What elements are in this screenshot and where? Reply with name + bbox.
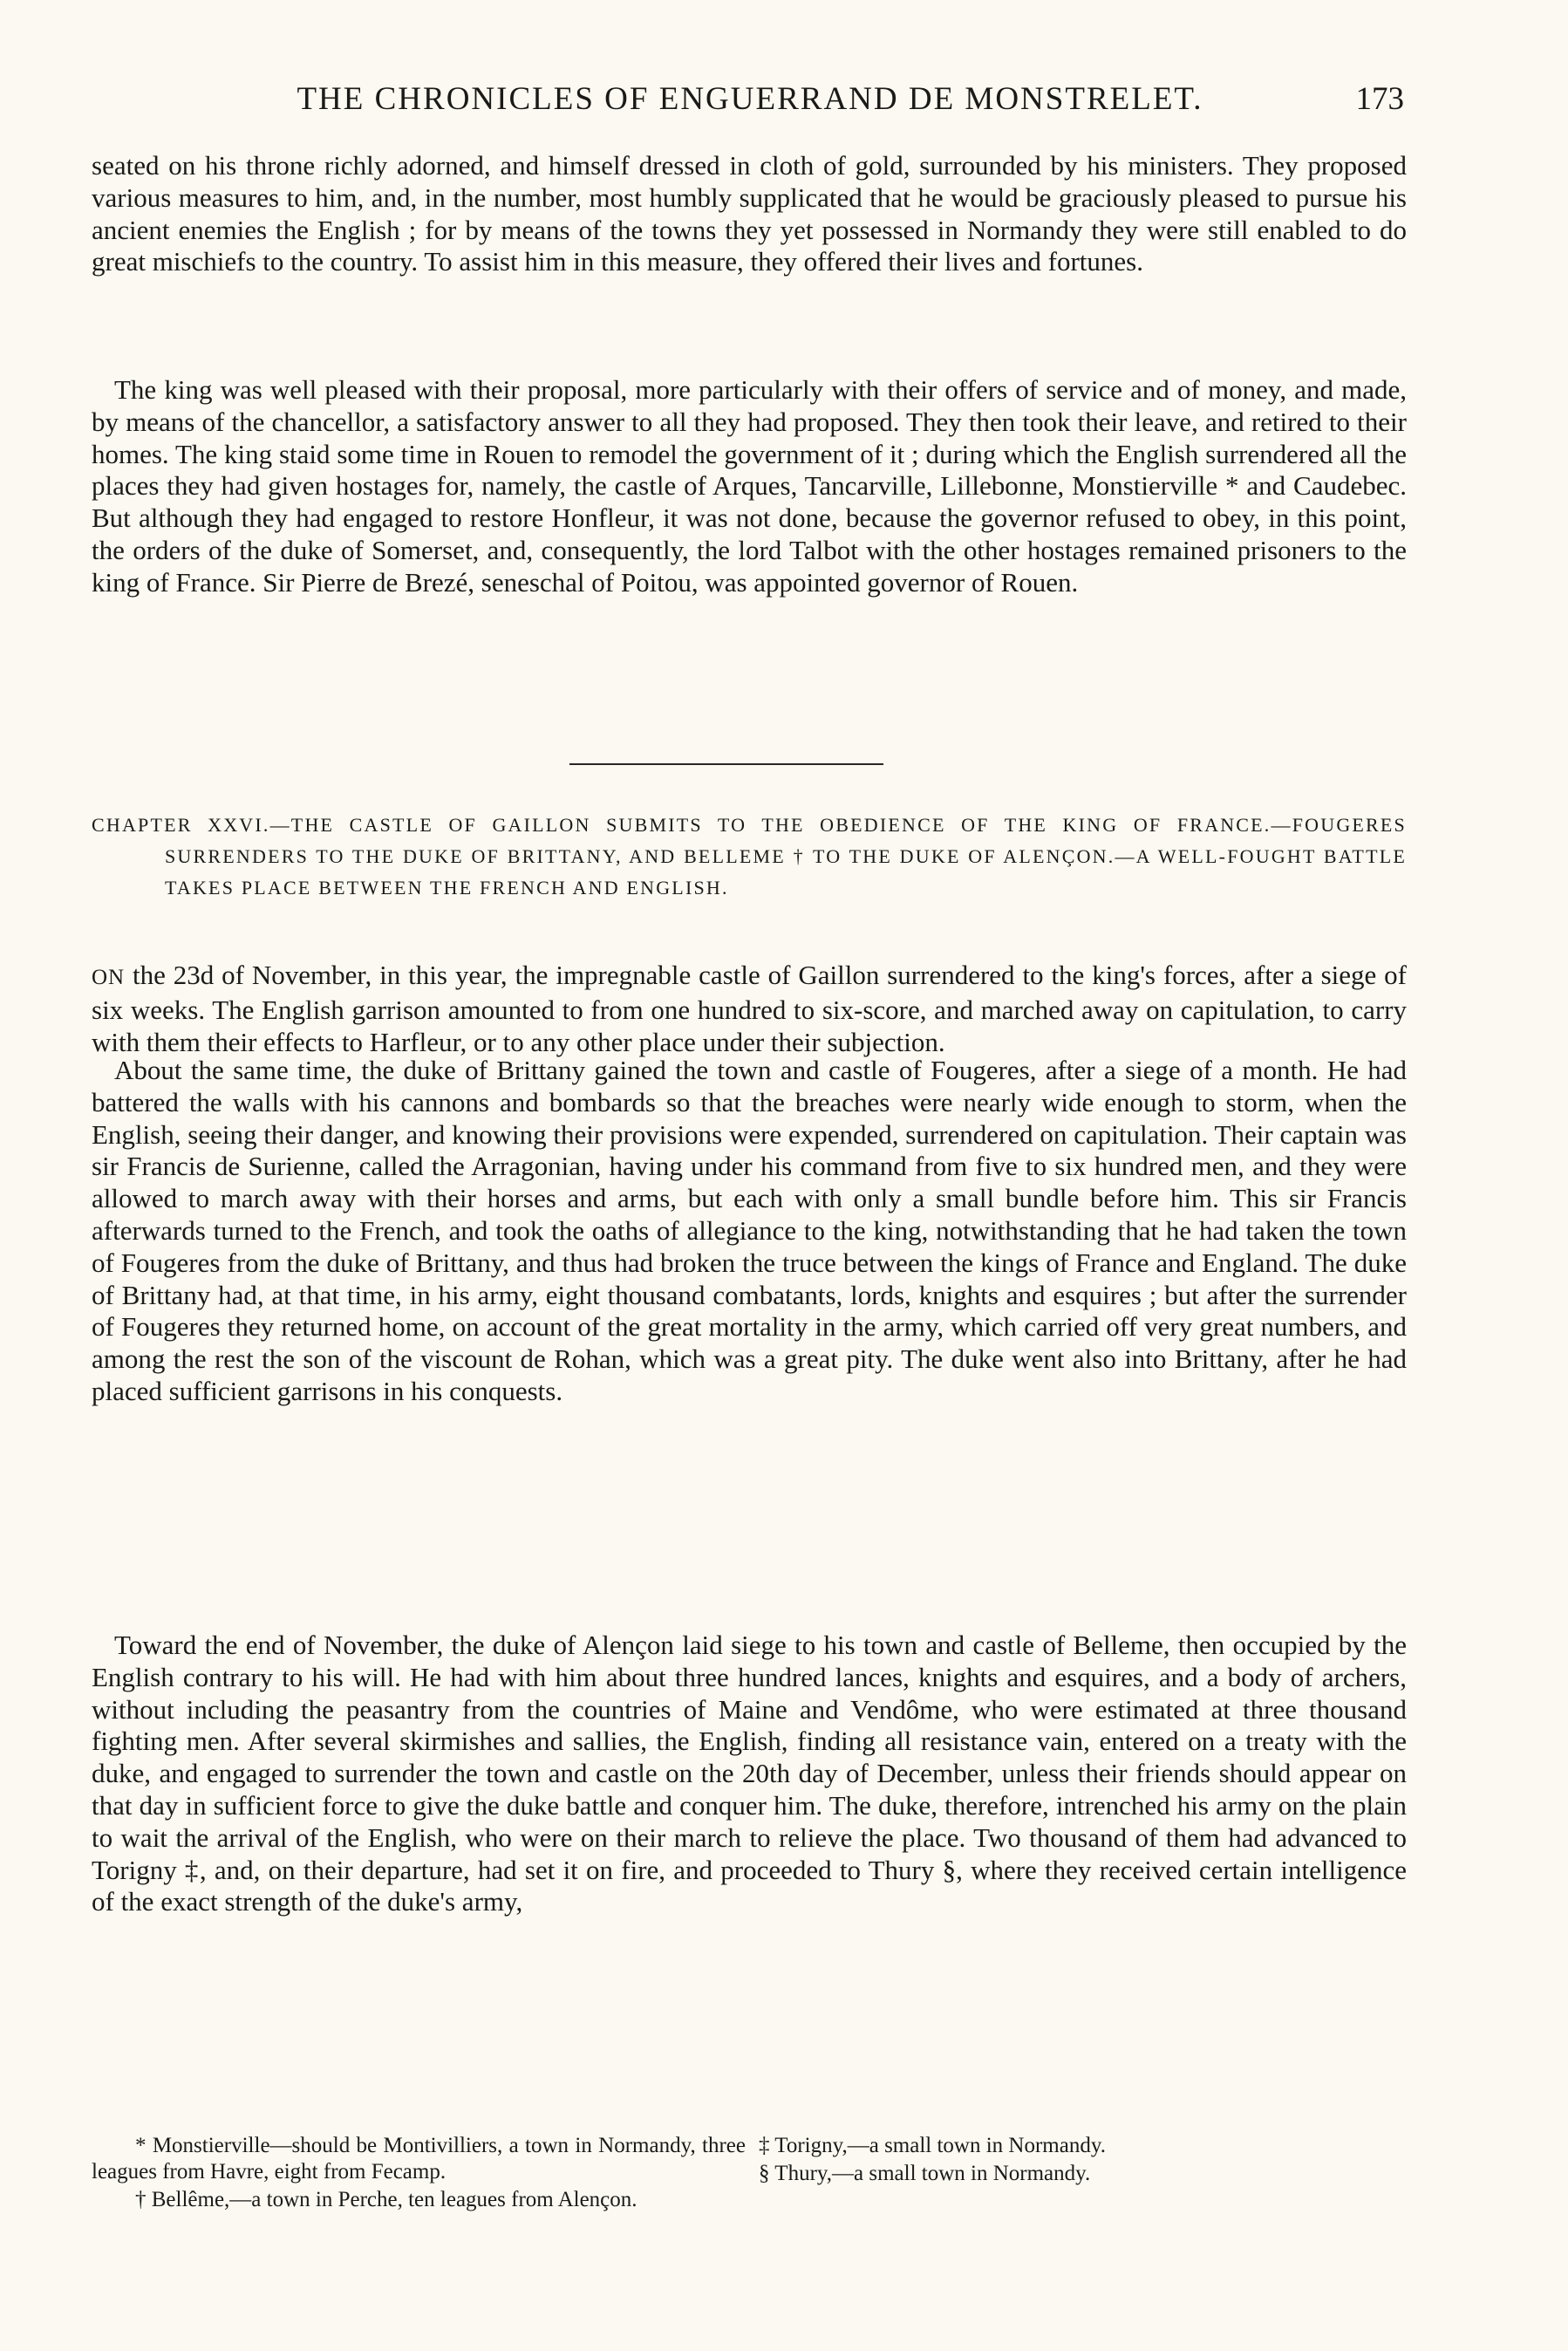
- chapter-paragraph-2: [92, 1055, 1407, 1408]
- chapter-heading: CHAPTER XXVI.—THE CASTLE OF GAILLON SUBMITS TO THE OBEDIENCE OF THE KING OF FRANCE.—FOUGERES SURRENDERS TO THE DUKE OF BRITTANY, AND BELLEME † TO THE DUKE OF ALENÇON.—A WELL-FOUGHT BATTLE TAKES PLACE BETWEEN THE FRENCH AND ENGLISH.: [92, 814, 1407, 899]
- chapter-paragraph-3: [92, 1630, 1407, 1918]
- footnote-thury: § Thury,—a small town in Normandy.: [759, 2162, 1091, 2185]
- footnote-monstierville: * Monstierville—should be Montivilliers, a town in Normandy, three leagues from Havre, eight from Fecamp.: [92, 2134, 746, 2184]
- footnotes-left-column: [92, 2133, 746, 2215]
- footnote-torigny: ‡ Torigny,—a small town in Normandy.: [759, 2134, 1106, 2157]
- opening-word: ON: [92, 966, 126, 989]
- paragraph-1: [92, 150, 1407, 278]
- paragraph-2-text: The king was well pleased with their proposal, more particularly with their offers of service and of money, and made, by means of the chancellor, a satisfactory answer to all they had proposed. They then took their leave, and retired to their homes. The king staid some time in Rouen to remodel the government of it ; during which the English surrendered all the places they had given hostages for, namely, the castle of Arques, Tancarville, Lillebonne, Monstierville * and Caudebec. But although they had engaged to restore Honfleur, it was not done, because the governor refused to obey, in this point, the orders of the duke of Somerset, and, consequently, the lord Talbot with the other hostages remained prisoners to the king of France. Sir Pierre de Brezé, seneschal of Poitou, was appointed governor of Rouen.: [92, 374, 1407, 598]
- chapter-paragraph-2-text: About the same time, the duke of Brittany gained the town and castle of Fougeres, after a siege of a month. He had battered the walls with his cannons and bombards so that the breaches were nearly wide enough to storm, when the English, seeing their danger, and knowing their provisions were expended, surrendered on capitulation. Their captain was sir Francis de Surienne, called the Arragonian, having under his command from five to six hundred men, and they were allowed to march away with their horses and arms, but each with only a small bundle before him. This sir Francis afterwards turned to the French, and took the oaths of allegiance to the king, notwithstanding that he had taken the town of Fougeres from the duke of Brittany, and thus had broken the truce between the kings of France and England. The duke of Brittany had, at that time, in his army, eight thousand combatants, lords, knights and esquires ; but after the surrender of Fougeres they returned home, on account of the great mortality in the army, which carried off very great numbers, and among the rest the son of the viscount de Rohan, which was a great pity. The duke went also into Brittany, after he had placed sufficient garrisons in his conquests.: [92, 1055, 1407, 1406]
- footnotes-right-column: [759, 2133, 1404, 2189]
- footnote-belleme: † Bellême,—a town in Perche, ten leagues from Alençon.: [135, 2188, 637, 2211]
- paragraph-1-text: seated on his throne richly adorned, and himself dressed in cloth of gold, surrounded by his ministers. They proposed various measures to him, and, in the number, most humbly supplicated that he would be graciously pleased to pursue his ancient enemies the English ; for by means of the towns they yet possessed in Normandy they were still enabled to do great mischiefs to the country. To assist him in this measure, they offered their lives and fortunes.: [92, 150, 1407, 277]
- chapter-paragraph-3-text: Toward the end of November, the duke of Alençon laid siege to his town and castle of Belleme, then occupied by the English contrary to his will. He had with him about three hundred lances, knights and esquires, and a body of archers, without including the peasantry from the countries of Maine and Vendôme, who were estimated at three thousand fighting men. After several skirmishes and sallies, the English, finding all resistance vain, entered on a treaty with the duke, and engaged to surrender the town and castle on the 20th day of December, unless their friends should appear on that day in sufficient force to give the duke battle and conquer him. The duke, therefore, intrenched his army on the plain to wait the arrival of the English, who were on their march to relieve the place. Two thousand of them had advanced to Torigny ‡, and, on their departure, had set it on fire, and proceeded to Thury §, where they received certain intelligence of the exact strength of the duke's army,: [92, 1630, 1407, 1917]
- section-divider: [569, 763, 883, 765]
- running-title: THE CHRONICLES OF ENGUERRAND DE MONSTRELET.: [297, 81, 1203, 117]
- opening-rest: the 23d of November, in this year, the impregnable castle of Gaillon surrendered to the king's forces, after a siege of six weeks. The English garrison amounted to from one hundred to six-score, and marched away on capitulation, to carry with them their effects to Harfleur, or to any other place under their subjection.: [92, 960, 1407, 1057]
- page-number: 173: [1355, 81, 1404, 117]
- chapter-paragraph-1: [92, 960, 1407, 1058]
- chapter-paragraph-1-text: [92, 960, 1407, 1058]
- paragraph-2: [92, 374, 1407, 599]
- page-header: [96, 80, 1404, 124]
